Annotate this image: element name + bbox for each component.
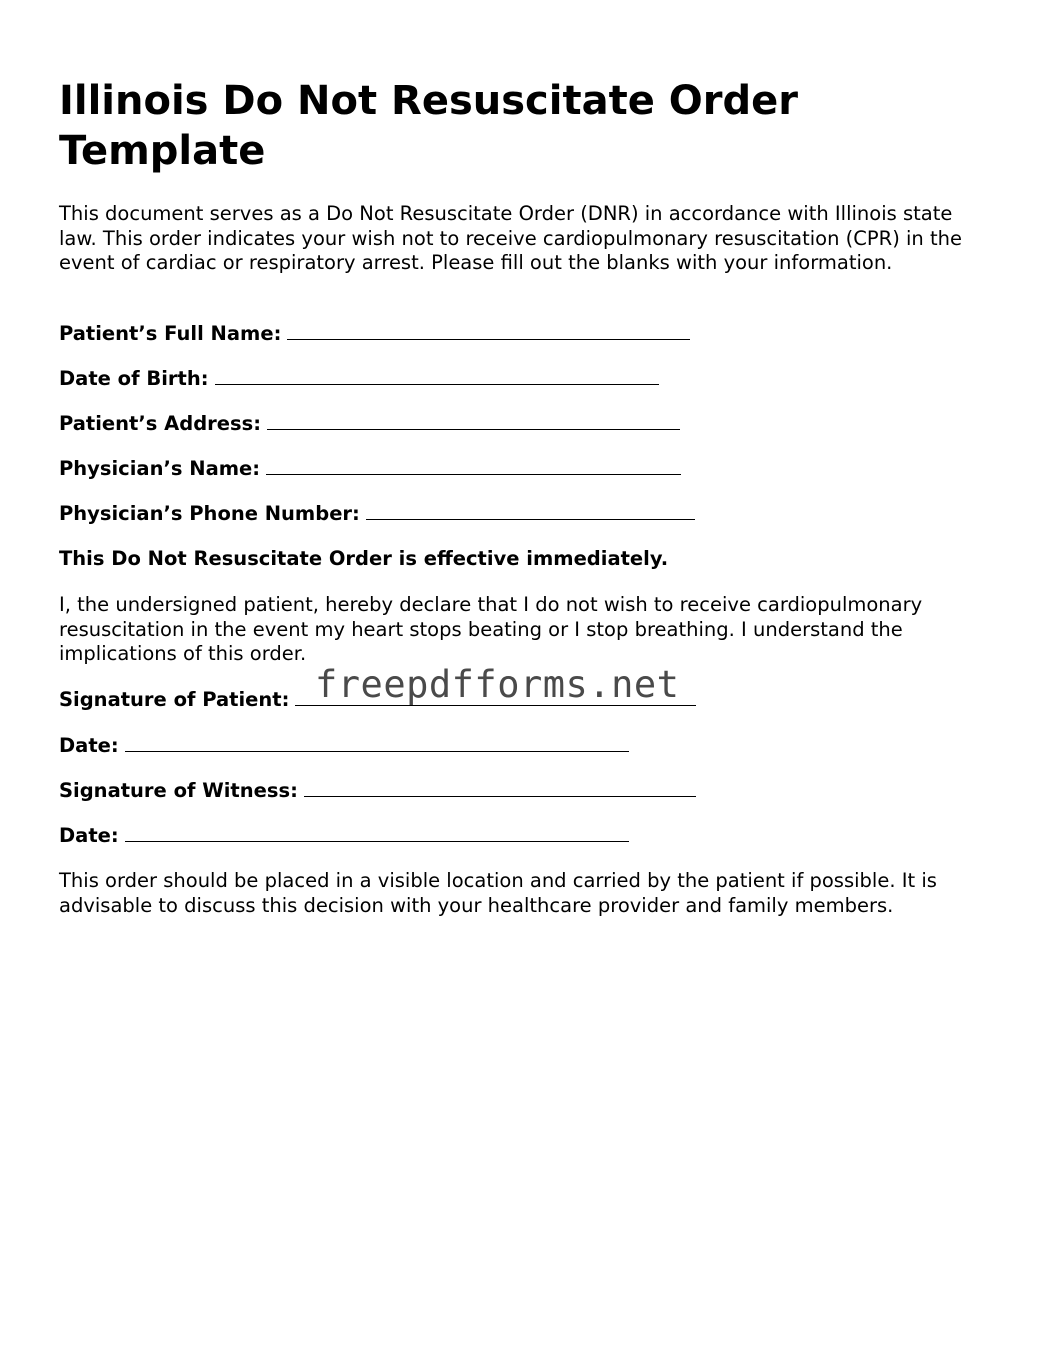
- physician-name-field: [59, 456, 681, 481]
- date-field-1: [59, 733, 629, 758]
- physician-name-label: Physician’s Name:: [59, 457, 261, 480]
- date-of-birth-field: [59, 366, 659, 391]
- witness-signature-label: Signature of Witness:: [59, 779, 298, 802]
- closing-paragraph: This order should be placed in a visible location and carried by the patient if possible. It is advisable to discuss this decision with your healthcare provider and family members.: [59, 869, 937, 917]
- physician-phone-label: Physician’s Phone Number:: [59, 502, 360, 525]
- date-of-birth-label: Date of Birth:: [59, 367, 209, 390]
- patient-name-blank[interactable]: [287, 321, 690, 340]
- declaration-paragraph: I, the undersigned patient, hereby declare that I do not wish to receive cardiopulmonary resuscitation in the event my heart stops beating or I stop breathing. I understand the implications of this order.: [59, 593, 923, 666]
- date-field-2: [59, 823, 629, 848]
- date-blank-1[interactable]: [125, 733, 629, 752]
- date-label-1: Date:: [59, 734, 119, 757]
- document-title: Illinois Do Not Resuscitate Order Template: [59, 78, 798, 174]
- patient-address-field: [59, 411, 680, 436]
- patient-name-label: Patient’s Full Name:: [59, 322, 282, 345]
- physician-name-blank[interactable]: [266, 456, 681, 475]
- patient-address-blank[interactable]: [267, 411, 680, 430]
- effective-statement: This Do Not Resuscitate Order is effective immediately.: [59, 547, 669, 570]
- patient-name-field: [59, 321, 690, 346]
- date-of-birth-blank[interactable]: [215, 366, 659, 385]
- date-blank-2[interactable]: [125, 823, 629, 842]
- witness-signature-field: [59, 778, 696, 803]
- physician-phone-field: [59, 501, 695, 526]
- date-label-2: Date:: [59, 824, 119, 847]
- witness-signature-blank[interactable]: [304, 778, 696, 797]
- watermark: freepdfforms.net: [315, 663, 680, 706]
- patient-address-label: Patient’s Address:: [59, 412, 262, 435]
- physician-phone-blank[interactable]: [366, 501, 695, 520]
- intro-paragraph: This document serves as a Do Not Resuscitate Order (DNR) in accordance with Illinois state law. This order indicates your wish not to receive cardiopulmonary resuscitation (CPR) in the event of cardiac or respiratory arrest. Please fill out the blanks with your information.: [59, 202, 962, 275]
- patient-signature-label: Signature of Patient:: [59, 688, 290, 711]
